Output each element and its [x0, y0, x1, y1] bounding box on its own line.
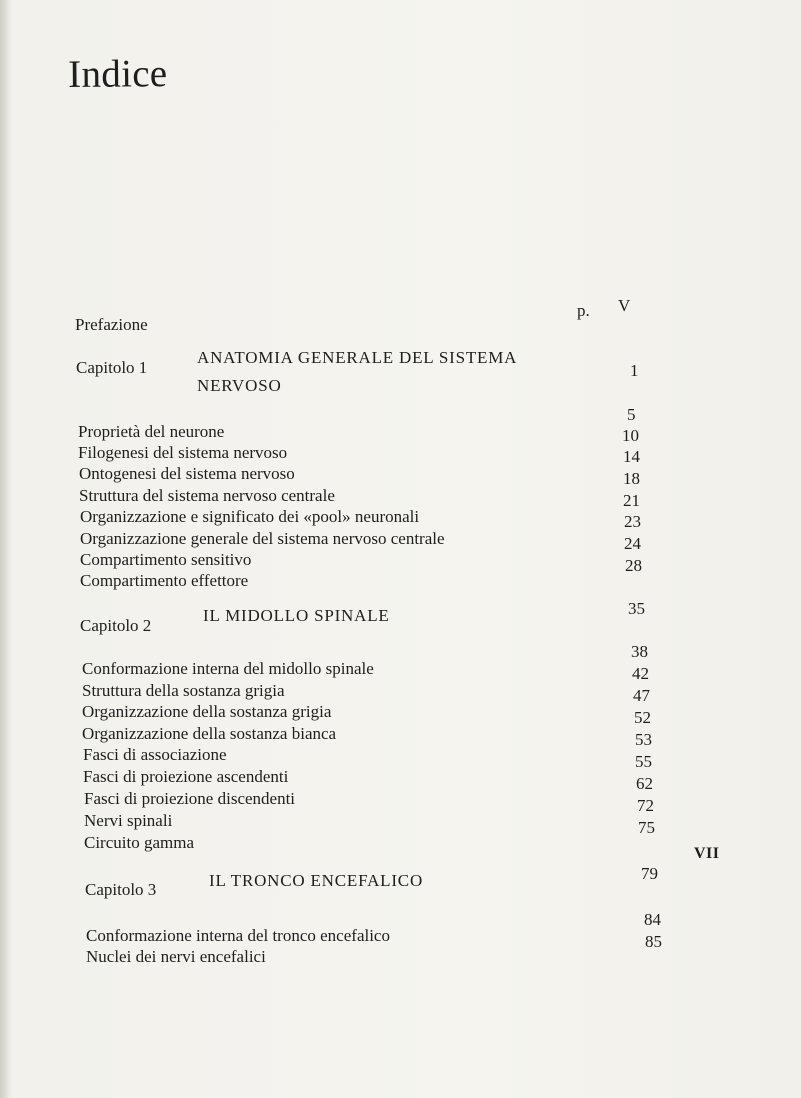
toc-entry-page: 5	[627, 405, 636, 424]
toc-entry: Nuclei dei nervi encefalici	[86, 947, 266, 966]
chapter-2-title: IL MIDOLLO SPINALE	[203, 606, 390, 625]
toc-entry-page: 47	[633, 686, 650, 705]
chapter-2-page: 35	[628, 599, 645, 618]
toc-entry: Organizzazione e significato dei «pool» neuronali	[80, 507, 420, 526]
toc-entry: Compartimento effettore	[80, 571, 249, 590]
toc-entry-page: 24	[624, 534, 641, 553]
toc-entry: Fasci di associazione	[83, 745, 227, 764]
toc-entry-page: 52	[634, 708, 651, 727]
toc-entry-page: 85	[645, 932, 662, 951]
toc-entry: Ontogenesi del sistema nervoso	[79, 464, 295, 483]
chapter-1-title-cont: NERVOSO	[197, 376, 282, 395]
toc-entry-page: 28	[625, 556, 642, 575]
toc-entry-page: 72	[637, 796, 654, 815]
chapter-3-title: IL TRONCO ENCEFALICO	[209, 871, 424, 890]
toc-entry: Compartimento sensitivo	[80, 550, 252, 569]
toc-entry: Circuito gamma	[84, 833, 195, 852]
toc-entry: Nervi spinali	[84, 811, 173, 830]
toc-entry: Conformazione interna del tronco encefalico	[86, 926, 390, 945]
toc-entry-page: 10	[622, 426, 639, 445]
toc-entry: Organizzazione della sostanza bianca	[82, 724, 337, 743]
toc-entry: Organizzazione generale del sistema nervoso centrale	[80, 529, 445, 548]
page-folio: VII	[694, 845, 720, 862]
page-binding-shadow	[0, 0, 10, 1098]
toc-entry-page: 23	[624, 512, 641, 531]
toc-entry-page: 18	[623, 469, 640, 488]
toc-entry-page: 14	[623, 447, 640, 466]
chapter-3-label: Capitolo 3	[85, 880, 157, 899]
prefazione-page: V	[618, 296, 631, 315]
toc-entry-page: 62	[636, 774, 653, 793]
toc-entry: Struttura del sistema nervoso centrale	[79, 486, 335, 505]
chapter-2-label: Capitolo 2	[80, 616, 152, 635]
page-title: Indice	[68, 52, 168, 96]
toc-entry: Organizzazione della sostanza grigia	[82, 702, 332, 721]
chapter-1-page: 1	[630, 361, 639, 380]
page-column-label: p.	[577, 301, 590, 320]
toc-entry: Proprietà del neurone	[78, 422, 225, 441]
toc-entry: Fasci di proiezione ascendenti	[83, 767, 289, 786]
toc-entry-page: 38	[631, 642, 648, 661]
toc-entry: Fasci di proiezione discendenti	[84, 789, 296, 808]
toc-entry-page: 84	[644, 910, 661, 929]
chapter-3-page: 79	[641, 864, 658, 883]
prefazione-label: Prefazione	[75, 315, 148, 334]
toc-entry-page: 75	[638, 818, 655, 837]
toc-entry: Struttura della sostanza grigia	[82, 681, 285, 700]
chapter-1-title: ANATOMIA GENERALE DEL SISTEMA	[197, 348, 518, 367]
chapter-1-label: Capitolo 1	[76, 358, 148, 377]
toc-entry: Conformazione interna del midollo spinale	[82, 659, 374, 678]
toc-entry-page: 42	[632, 664, 649, 683]
toc-entry-page: 55	[635, 752, 652, 771]
toc-entry-page: 53	[635, 730, 652, 749]
toc-entry: Filogenesi del sistema nervoso	[78, 443, 288, 462]
toc-entry-page: 21	[623, 491, 640, 510]
